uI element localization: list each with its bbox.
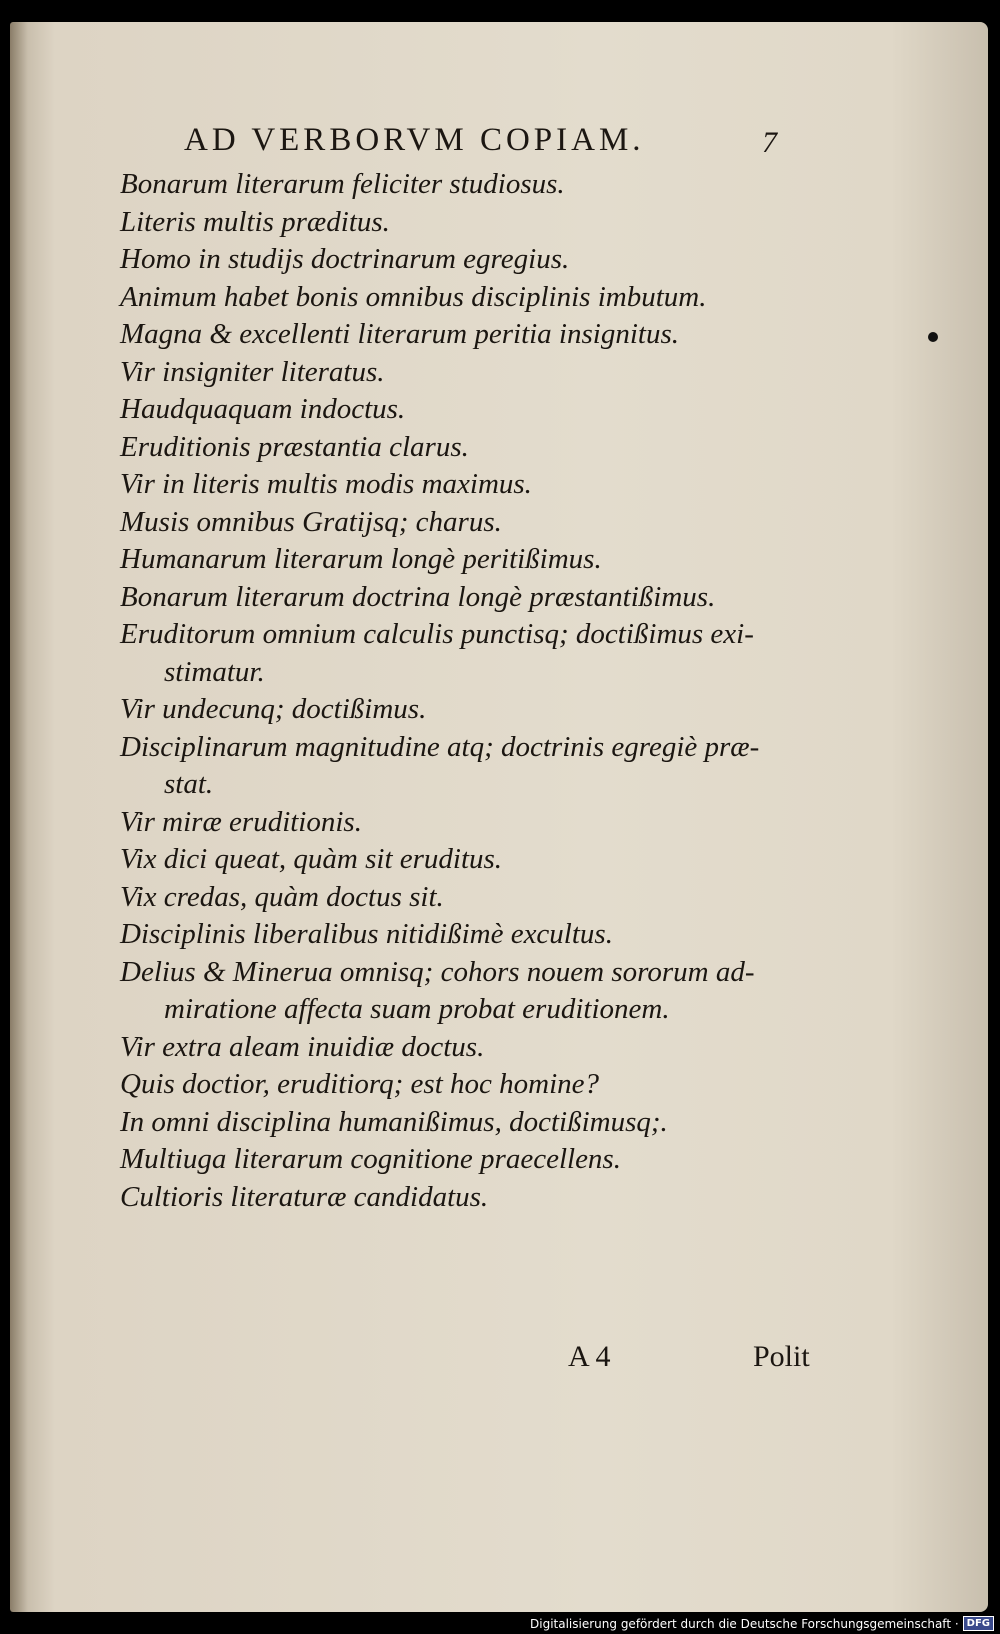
text-line: Vix credas, quàm doctus sit. (120, 880, 444, 913)
text-line: Vir undecunq; doctißimus. (120, 693, 427, 725)
text-line: stat. (164, 768, 214, 800)
text-line: Bonarum literarum doctrina longè præstantißimus. (120, 580, 716, 613)
text-line: Homo in studijs doctrinarum egregius. (120, 243, 570, 275)
text-line: Vir extra aleam inuidiæ doctus. (120, 1030, 485, 1063)
signature-mark: A 4 (568, 1340, 611, 1373)
text-line: Disciplinarum magnitudine atq; doctrinis egregiè præ- (120, 730, 760, 763)
text-line: stimatur. (164, 655, 265, 688)
text-line: Vir in literis multis modis maximus. (120, 468, 532, 500)
ink-spot (928, 332, 938, 342)
text-line: Quis doctior, eruditiorq; est hoc homine? (120, 1068, 599, 1100)
text-line: Haudquaquam indoctus. (120, 393, 406, 425)
text-line: In omni disciplina humanißimus, doctißimusq;. (120, 1105, 668, 1138)
text-line: Magna & excellenti literarum peritia insignitus. (120, 318, 679, 350)
credit-text: Digitalisierung gefördert durch die Deutsche Forschungsgemeinschaft · (530, 1616, 959, 1631)
text-block (120, 166, 840, 1216)
text-line: Vix dici queat, quàm sit eruditus. (120, 843, 503, 875)
text-line: Vir miræ eruditionis. (120, 805, 362, 838)
text-line: Vir insigniter literatus. (120, 355, 385, 388)
book-page (10, 22, 988, 1612)
text-line: Musis omnibus Gratijsq; charus. (120, 505, 502, 538)
text-line: Literis multis præditus. (120, 205, 390, 238)
text-line: miratione affecta suam probat eruditionem. (164, 993, 670, 1025)
page-number: 7 (762, 126, 777, 159)
text-line: Eruditorum omnium calculis punctisq; doctißimus exi- (120, 618, 754, 650)
catchword: Polit (753, 1340, 810, 1373)
running-title: AD VERBORVM COPIAM. (184, 122, 645, 158)
text-line: Animum habet bonis omnibus disciplinis imbutum. (120, 280, 707, 313)
text-line: Multiuga literarum cognitione praecellens. (120, 1143, 621, 1175)
text-line: Eruditionis præstantia clarus. (120, 430, 469, 463)
text-line: Humanarum literarum longè peritißimus. (120, 543, 602, 575)
text-line: Delius & Minerua omnisq; cohors nouem sororum ad- (120, 955, 755, 988)
text-line: Cultioris literaturæ candidatus. (120, 1180, 489, 1213)
text-line: Disciplinis liberalibus nitidißimè excultus. (120, 918, 613, 950)
digitization-credit (530, 1616, 994, 1631)
dfg-logo: DFG (963, 1616, 994, 1631)
text-line: Bonarum literarum feliciter studiosus. (120, 168, 565, 200)
